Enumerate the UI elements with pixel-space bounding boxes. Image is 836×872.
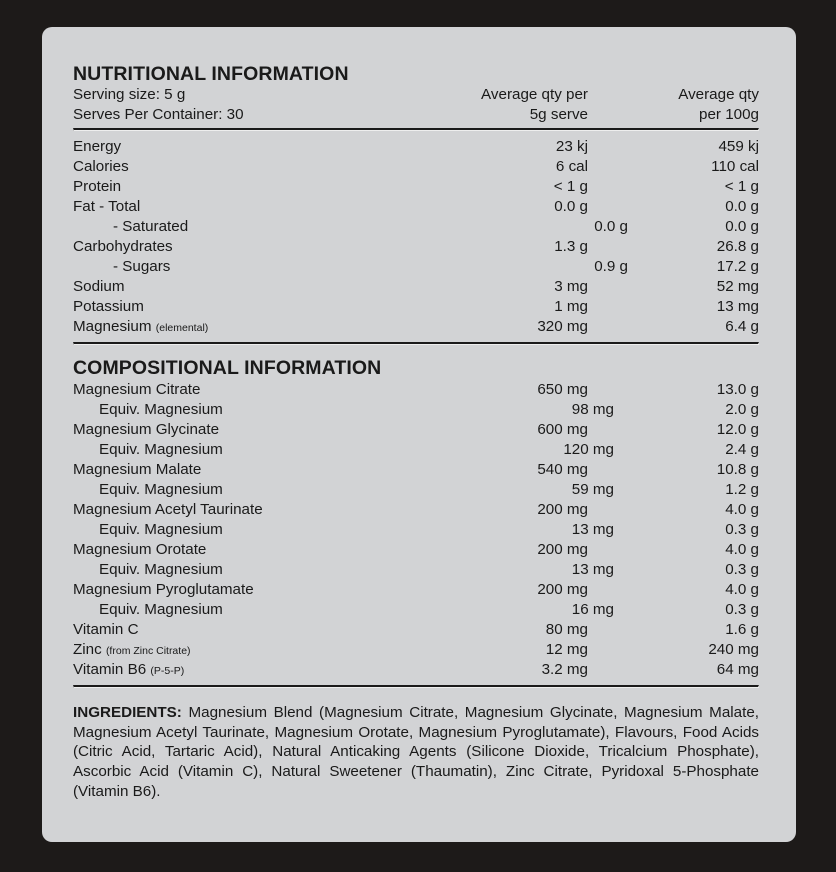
per-100g-value: 26.8 g [716, 238, 759, 255]
per-serve-value: 23 kj [555, 138, 588, 155]
row-label-text: Protein [73, 178, 122, 195]
table-row [73, 317, 759, 337]
per-100g-value: 64 mg [716, 661, 759, 678]
per-serve-value: 120 mg [563, 441, 614, 458]
per-100g-value: 0.0 g [725, 218, 759, 235]
row-label-text: Magnesium [73, 318, 152, 335]
row-label-text: Sodium [73, 278, 125, 295]
table-row [73, 157, 759, 177]
per-serve-value: 0.0 g [554, 198, 588, 215]
table-row [73, 297, 759, 317]
per-100g-value: 0.3 g [725, 521, 759, 538]
per-serve-value: 0.0 g [594, 218, 628, 235]
row-label-text: Magnesium Malate [73, 461, 202, 478]
row-label [73, 500, 443, 520]
row-label [73, 480, 469, 500]
table-row [73, 137, 759, 157]
nutritional-table [73, 137, 759, 337]
row-label-text: Magnesium Orotate [73, 541, 207, 558]
row-label [73, 157, 443, 177]
row-label-text: - Saturated [113, 218, 189, 235]
row-label-text: Vitamin C [73, 621, 139, 638]
row-label [73, 640, 443, 660]
row-label-text: Magnesium Pyroglutamate [73, 581, 254, 598]
per-100g-value: 10.8 g [716, 461, 759, 478]
per-100g-value: 13.0 g [716, 381, 759, 398]
row-label [73, 257, 483, 277]
per-100g-value: 0.0 g [725, 198, 759, 215]
row-label [73, 297, 443, 317]
table-row [73, 560, 759, 580]
per-100g-value: 2.4 g [725, 441, 759, 458]
per-100g-value: 4.0 g [725, 581, 759, 598]
per-serve-value: 320 mg [537, 318, 588, 335]
table-row [73, 600, 759, 620]
table-row [73, 217, 759, 237]
per-serve-value: 650 mg [537, 381, 588, 398]
table-row [73, 197, 759, 217]
nutritional-title: NUTRITIONAL INFORMATION [73, 63, 349, 85]
table-row [73, 257, 759, 277]
row-label-text: Equiv. Magnesium [99, 601, 223, 618]
table-row [73, 277, 759, 297]
per-serve-value: 200 mg [537, 501, 588, 518]
row-label-text: Magnesium Citrate [73, 381, 201, 398]
per-100g-value: 6.4 g [725, 318, 759, 335]
row-label-text: Carbohydrates [73, 238, 173, 255]
per-100g-value: 2.0 g [725, 401, 759, 418]
table-row [73, 380, 759, 400]
per-serve-value: 1.3 g [554, 238, 588, 255]
per-serve-value: 0.9 g [594, 258, 628, 275]
row-label-text: Magnesium Glycinate [73, 421, 220, 438]
row-label [73, 317, 443, 337]
row-label [73, 400, 469, 420]
row-label-text: Equiv. Magnesium [99, 521, 223, 538]
nutrition-panel [42, 27, 796, 842]
per-100g-value: 13 mg [716, 298, 759, 315]
row-label-text: Equiv. Magnesium [99, 441, 223, 458]
row-label [73, 177, 443, 197]
per-serve-value: 13 mg [571, 521, 614, 538]
row-label-text: Magnesium Acetyl Taurinate [73, 501, 263, 518]
table-row [73, 480, 759, 500]
row-label [73, 237, 443, 257]
per-100g-value: < 1 g [724, 178, 759, 195]
per-serve-header [443, 85, 588, 125]
ingredients-block [73, 703, 759, 802]
row-label-text: Calories [73, 158, 129, 175]
row-label [73, 540, 443, 560]
row-label-note: (elemental) [155, 322, 209, 334]
per-100g-value: 240 mg [708, 641, 759, 658]
row-label-text: Energy [73, 138, 122, 155]
per-serve-value: 600 mg [537, 421, 588, 438]
ingredients-text: Magnesium Blend (Magnesium Citrate, Magnesium Glycinate, Magnesium Malate, Magnesium Acetyl Taurinate, Magnesium Orotate, Magnesium Pyroglutamate), Flavours, Food Acids (Citric Acid, Tartaric Acid), Natural Anticaking Agents (Silicone Dioxide, Tricalcium Phosphate), Ascorbic Acid (Vitamin C), Natural Sweetener (Thaumatin), Zinc Citrate, Pyridoxal 5-Phosphate (Vitamin B6). [73, 704, 759, 800]
divider-rule [73, 342, 759, 345]
compositional-table [73, 380, 759, 680]
row-label-text: - Sugars [113, 258, 171, 275]
per-100g-value: 1.6 g [725, 621, 759, 638]
row-label [73, 420, 443, 440]
table-row [73, 640, 759, 660]
per-100g-value: 12.0 g [716, 421, 759, 438]
row-label [73, 137, 443, 157]
per-100g-header-line2: per 100g [699, 106, 759, 123]
divider-rule [73, 685, 759, 688]
serving-size: Serving size: 5 g [73, 86, 186, 103]
per-100g-value: 4.0 g [725, 541, 759, 558]
per-100g-value: 110 cal [711, 158, 759, 175]
per-serve-header-line1: Average qty per [481, 86, 588, 103]
table-row [73, 177, 759, 197]
per-serve-value: 16 mg [571, 601, 614, 618]
per-serve-value: 200 mg [537, 581, 588, 598]
table-row [73, 500, 759, 520]
row-label-text: Fat - Total [73, 198, 141, 215]
row-label-text: Potassium [73, 298, 144, 315]
per-serve-value: 80 mg [545, 621, 588, 638]
per-serve-value: 540 mg [537, 461, 588, 478]
table-row [73, 440, 759, 460]
row-label [73, 197, 443, 217]
per-serve-value: 1 mg [554, 298, 588, 315]
per-100g-value: 0.3 g [725, 601, 759, 618]
divider-rule [73, 128, 759, 131]
row-label-note: (P-5-P) [150, 665, 185, 677]
per-100g-header-line1: Average qty [678, 86, 759, 103]
per-100g-header [588, 85, 759, 125]
per-serve-value: 3.2 mg [541, 661, 588, 678]
row-label [73, 520, 469, 540]
per-serve-value: 13 mg [571, 561, 614, 578]
nutritional-header-row [73, 85, 759, 125]
table-row [73, 520, 759, 540]
row-label-note: (from Zinc Citrate) [105, 645, 191, 657]
row-label-text: Equiv. Magnesium [99, 401, 223, 418]
table-row [73, 420, 759, 440]
ingredients-heading: INGREDIENTS: [73, 704, 182, 721]
table-row [73, 620, 759, 640]
row-label [73, 620, 443, 640]
table-row [73, 580, 759, 600]
row-label [73, 660, 443, 680]
row-label [73, 277, 443, 297]
serves-per-container: Serves Per Container: 30 [73, 106, 244, 123]
table-row [73, 460, 759, 480]
row-label-text: Equiv. Magnesium [99, 481, 223, 498]
row-label-text: Zinc [73, 641, 102, 658]
per-serve-value: 12 mg [545, 641, 588, 658]
table-row [73, 400, 759, 420]
row-label [73, 440, 469, 460]
table-row [73, 540, 759, 560]
per-100g-value: 52 mg [716, 278, 759, 295]
per-100g-value: 459 kj [718, 138, 759, 155]
per-serve-value: 98 mg [571, 401, 614, 418]
per-100g-value: 0.3 g [725, 561, 759, 578]
per-serve-value: 6 cal [555, 158, 588, 175]
per-serve-value: < 1 g [553, 178, 588, 195]
table-row [73, 237, 759, 257]
per-serve-header-line2: 5g serve [529, 106, 588, 123]
row-label [73, 600, 469, 620]
compositional-title: COMPOSITIONAL INFORMATION [73, 357, 382, 379]
per-100g-value: 4.0 g [725, 501, 759, 518]
row-label [73, 460, 443, 480]
table-row [73, 660, 759, 680]
per-serve-value: 200 mg [537, 541, 588, 558]
row-label [73, 380, 443, 400]
row-label [73, 560, 469, 580]
row-label [73, 580, 443, 600]
serving-info [73, 85, 443, 125]
per-serve-value: 3 mg [554, 278, 588, 295]
per-100g-value: 17.2 g [716, 258, 759, 275]
row-label [73, 217, 483, 237]
row-label-text: Vitamin B6 [73, 661, 147, 678]
row-label-text: Equiv. Magnesium [99, 561, 223, 578]
per-100g-value: 1.2 g [725, 481, 759, 498]
per-serve-value: 59 mg [571, 481, 614, 498]
